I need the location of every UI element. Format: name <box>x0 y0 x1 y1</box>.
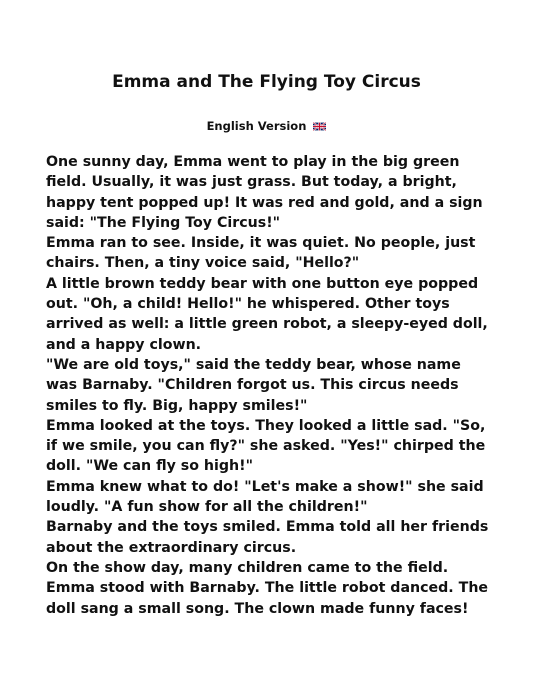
story-paragraph-8: On the show day, many children came to the field. Emma stood with Barnaby. The little robot danced. The doll sang a small song. The clown made funny faces! <box>46 559 489 617</box>
version-label-row <box>0 119 533 134</box>
story-paragraph-6: Emma knew what to do! "Let's make a show!" she said loudly. "A fun show for all the children!" <box>46 478 484 516</box>
story-paragraph-4: "We are old toys," said the teddy bear, whose name was Barnaby. "Children forgot us. This circus needs smiles to fly. Big, happy smiles!" <box>46 356 461 414</box>
uk-flag-icon <box>313 120 326 134</box>
story-paragraph-7: Barnaby and the toys smiled. Emma told all her friends about the extraordinary circus. <box>46 519 489 556</box>
story-body <box>46 152 496 619</box>
version-label: English Version <box>206 119 307 133</box>
document-title: Emma and The Flying Toy Circus <box>112 72 421 92</box>
story-paragraph-3: A little brown teddy bear with one button eye popped out. "Oh, a child! Hello!" he whispered. Other toys arrived as well: a little green robot, a sleepy-eyed doll, and a happy clown. <box>46 275 488 353</box>
story-paragraph-1: One sunny day, Emma went to play in the big green field. Usually, it was just grass. But today, a bright, happy tent popped up! It was red and gold, and a sign said: "The Flying Toy Circus!" <box>46 154 483 231</box>
story-paragraph-2: Emma ran to see. Inside, it was quiet. No people, just chairs. Then, a tiny voice said, "Hello?" <box>46 235 476 272</box>
story-paragraph-5: Emma looked at the toys. They looked a little sad. "So, if we smile, you can fly?" she asked. "Yes!" chirped the doll. "We can fly so high!" <box>46 417 486 475</box>
